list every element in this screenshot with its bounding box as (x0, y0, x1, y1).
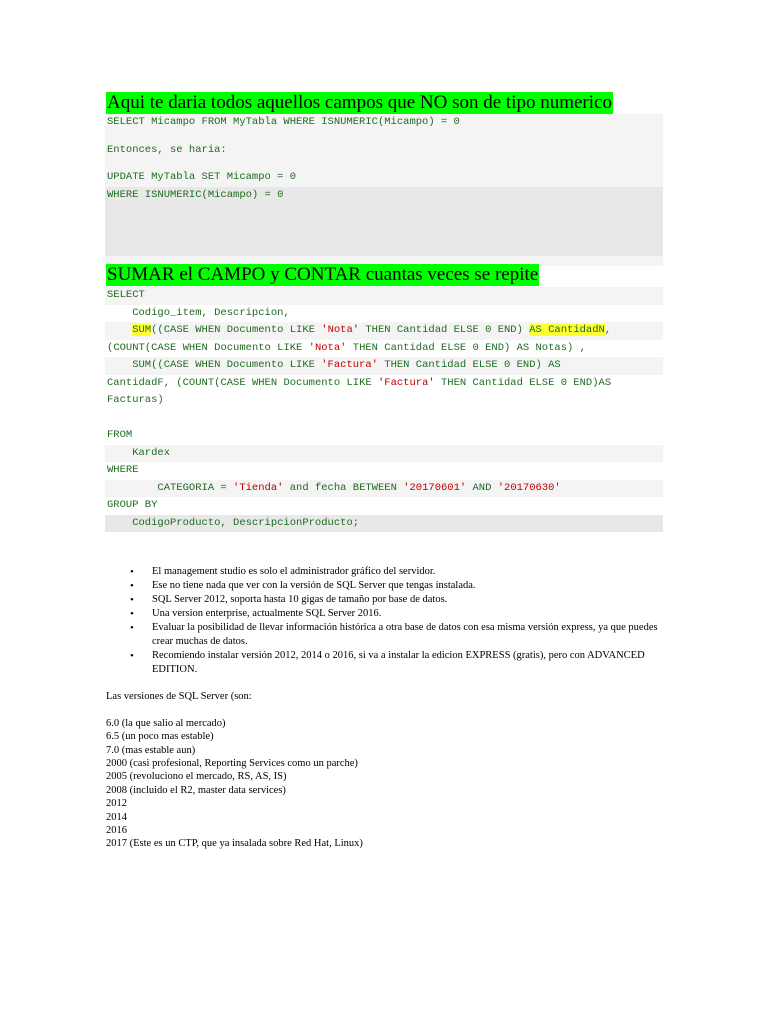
section2-code-block (105, 287, 663, 532)
code-line: UPDATE MyTabla SET Micampo = 0 (105, 169, 663, 187)
spacer (106, 703, 363, 716)
list-item: 2005 (revoluciono el mercado, RS, AS, IS) (106, 771, 287, 783)
code-text: ( (107, 341, 114, 354)
list-item: 7.0 (mas estable aun) (106, 744, 196, 756)
list-item: 2017 (Este es un CTP, que ya insalada sobre Red Hat, Linux) (106, 838, 363, 850)
code-line (105, 375, 663, 393)
code-line: Facturas) (105, 392, 663, 410)
string-literal: 'Nota' (321, 324, 360, 336)
code-text: (CASE WHEN Documento LIKE (144, 341, 309, 354)
list-item: • El management studio es solo el administrador gráfico del servidor. (130, 565, 660, 579)
code-line (105, 340, 663, 358)
code-text: AND (466, 481, 498, 494)
code-text: CATEGORIA = (107, 481, 234, 494)
sum-keyword: SUM (132, 324, 152, 336)
string-literal: 'Tienda' (233, 481, 284, 494)
versions-section (106, 690, 363, 851)
string-literal: 'Nota' (308, 341, 347, 354)
code-line: Kardex (105, 445, 663, 463)
code-line-blank (105, 204, 663, 256)
code-text: , (604, 324, 612, 336)
string-literal: 'Factura' (377, 376, 435, 389)
code-line: WHERE ISNUMERIC(Micampo) = 0 (105, 187, 663, 205)
code-line: WHERE (105, 462, 663, 480)
code-line (105, 322, 663, 340)
code-text: THEN Cantidad ELSE 0 END)AS (434, 376, 612, 389)
string-literal: '20170630' (497, 481, 561, 494)
count-keyword: COUNT (182, 376, 215, 389)
code-line-blank (105, 159, 663, 169)
list-item: 2008 (incluido el R2, master data services) (106, 784, 286, 796)
list-item: 2012 (106, 798, 127, 810)
code-line (105, 357, 663, 375)
section1-heading: Aqui te daria todos aquellos campos que NO son de tipo numerico (107, 92, 612, 113)
versions-title: Las versiones de SQL Server (son: (106, 691, 252, 702)
code-line: SELECT Micampo FROM MyTabla WHERE ISNUMERIC(Micampo) = 0 (105, 114, 663, 132)
list-item: 2016 (106, 825, 127, 837)
list-item: 2014 (106, 811, 127, 823)
section2-heading: SUMAR el CAMPO y CONTAR cuantas veces se repite (107, 264, 539, 285)
code-line-blank (105, 132, 663, 142)
list-item: • Evaluar la posibilidad de llevar información histórica a otra base de datos con esa misma versión express, ya que puedes crear muchas de datos. (130, 621, 660, 649)
string-literal: 'Factura' (321, 359, 378, 371)
list-item: 6.0 (la que salio al mercado) (106, 717, 226, 729)
list-item: 6.5 (un poco mas estable) (106, 731, 214, 743)
code-text: THEN Cantidad ELSE 0 END) AS Notas) , (346, 341, 586, 354)
code-line-blank (105, 410, 663, 428)
list-item: • Una version enterprise, actualmente SQL Server 2016. (130, 607, 660, 621)
code-line (105, 480, 663, 498)
list-item: 2000 (casi profesional, Reporting Services como un parche) (106, 758, 358, 770)
code-text: (CASE WHEN Documento LIKE (214, 376, 378, 389)
code-line: Entonces, se haria: (105, 142, 663, 160)
list-item: • SQL Server 2012, soporta hasta 10 gigas de tamaño por base de datos. (130, 593, 660, 607)
alias-highlight: AS CantidadN (529, 324, 605, 336)
list-item: • Recomiendo instalar versión 2012, 2014 o 2016, si va a instalar la edicion EXPRESS (gratis), pero con ADVANCED EDITION. (130, 649, 660, 677)
count-keyword: COUNT (113, 341, 145, 354)
code-text: SUM((CASE WHEN Documento LIKE (107, 359, 322, 371)
code-line: CodigoProducto, DescripcionProducto; (105, 515, 663, 533)
list-item: • Ese no tiene nada que ver con la versión de SQL Server que tengas instalada. (130, 579, 660, 593)
code-text: ((CASE WHEN Documento LIKE (151, 324, 322, 336)
section1-code-block (105, 114, 663, 266)
string-literal: '20170601' (403, 481, 467, 494)
code-line: FROM (105, 427, 663, 445)
code-text: and fecha BETWEEN (283, 481, 404, 494)
code-line: Codigo_item, Descripcion, (105, 305, 663, 323)
notes-bullet-list (130, 565, 660, 677)
code-text: THEN Cantidad ELSE 0 END) AS (377, 359, 561, 371)
code-text: CantidadF, ( (107, 376, 183, 389)
code-text: THEN Cantidad ELSE 0 END) (359, 324, 530, 336)
code-line: SELECT (105, 287, 663, 305)
code-line: GROUP BY (105, 497, 663, 515)
